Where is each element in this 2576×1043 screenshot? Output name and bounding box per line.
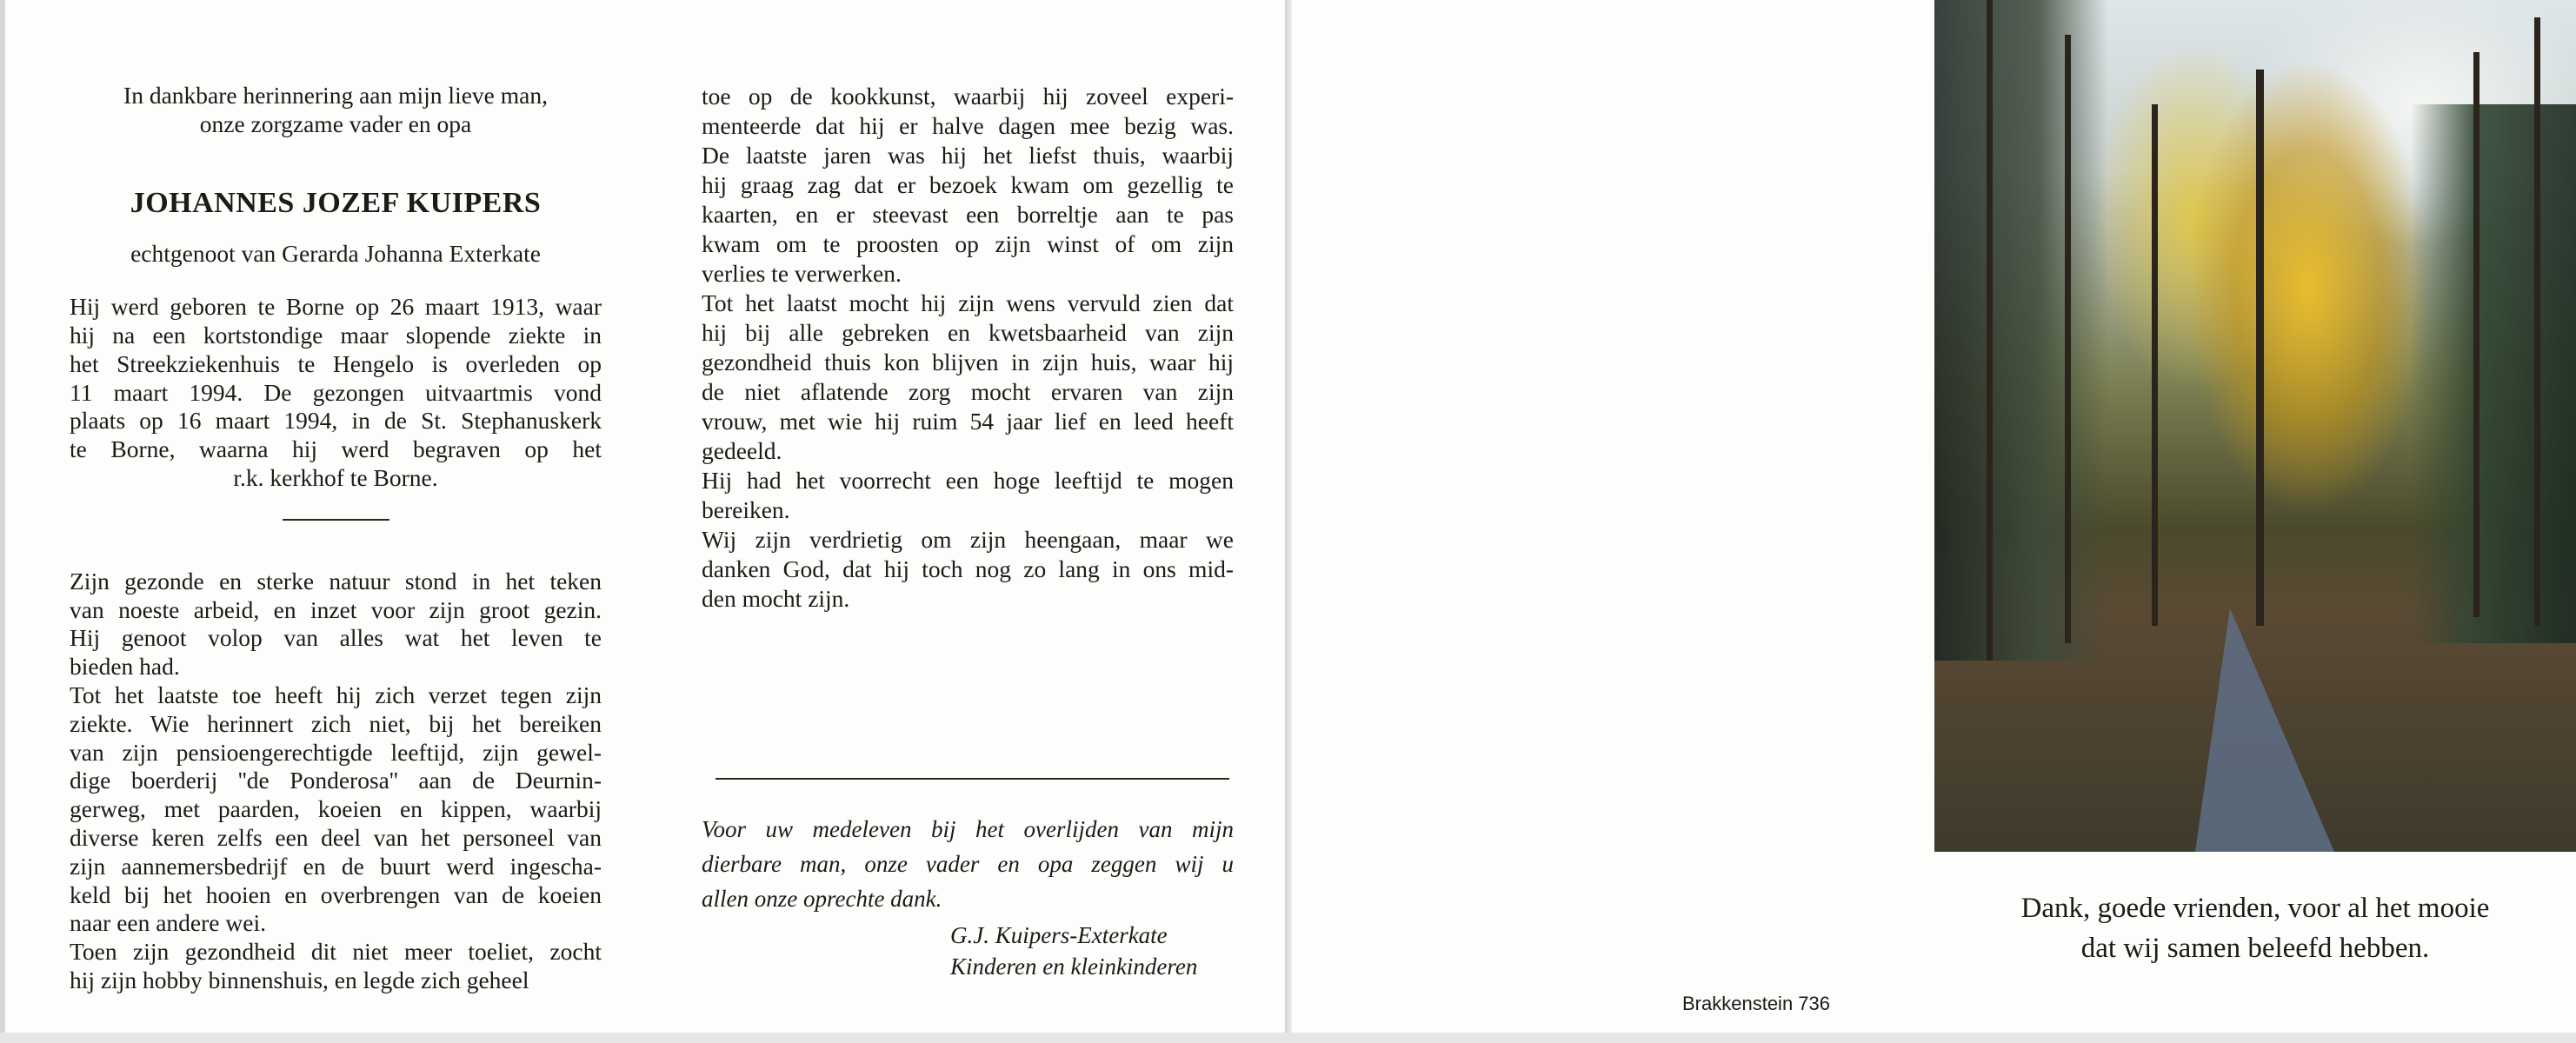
text-line: den mocht zijn.	[702, 585, 850, 612]
tree-trunk	[2065, 35, 2071, 643]
divider-short	[283, 519, 389, 521]
text-line: keld bij het hooien en overbrengen van de koeien	[70, 880, 602, 908]
text-line: Tot het laatste toe heeft hij zich verzet tegen zijn	[70, 681, 602, 708]
text-line: hij graag zag dat er bezoek kwam om gezellig te	[702, 171, 1234, 198]
divider-long	[716, 778, 1229, 780]
text-line: kaarten, en er steevast een borreltje aan te pas	[702, 201, 1234, 228]
text-line: gedeeld.	[702, 437, 782, 464]
text-line: van zijn pensioengerechtigde leeftijd, zijn gewel-	[70, 738, 602, 766]
text-line: hij zijn hobby binnenshuis, en legde zich geheel	[70, 966, 529, 993]
text-line: bereiken.	[702, 496, 790, 523]
text-line: Kinderen en kleinkinderen	[950, 953, 1198, 980]
text-line: Hij werd geboren te Borne op 26 maart 1913, waar	[70, 293, 602, 321]
scan-edge	[0, 1033, 2576, 1043]
text-line: allen onze oprechte dank.	[702, 886, 942, 912]
publisher-code: Brakkenstein 736	[1682, 993, 1830, 1014]
trees-left	[1934, 0, 2108, 661]
text-line: hij na een kortstondige maar slopende ziekte in	[70, 321, 602, 349]
text-line: Voor uw medeleven bij het overlijden van mijn	[702, 816, 1234, 842]
biography-paragraph-2	[70, 568, 602, 995]
tree-trunk	[2256, 70, 2264, 626]
text-line: Zijn gezonde en sterke natuur stond in het teken	[70, 567, 602, 595]
spouse-line: echtgenoot van Gerarda Johanna Exterkate	[130, 240, 541, 268]
text-line: r.k. kerkhof te Borne.	[233, 463, 438, 491]
text-line: Dank, goede vrienden, voor al het mooie	[2020, 893, 2490, 924]
text-line: gerweg, met paarden, koeien en kippen, waarbij	[70, 795, 602, 823]
text-line: bieden had.	[70, 653, 180, 681]
text-line: menteerde dat hij er halve dagen mee bezig was.	[702, 112, 1234, 139]
tree-trunk	[2152, 104, 2158, 626]
forest-path	[2195, 608, 2334, 852]
tree-trunk	[2534, 17, 2540, 626]
card-fold	[1285, 0, 1292, 1033]
text-line: In dankbare herinnering aan mijn lieve man,	[123, 82, 548, 109]
text-line: onze zorgzame vader en opa	[199, 110, 472, 137]
biography-paragraph-1	[70, 293, 602, 493]
intro	[70, 82, 602, 139]
text-line: plaats op 16 maart 1994, in de St. Stephanuskerk	[70, 407, 602, 435]
memorial-card-inside	[0, 0, 1285, 1033]
autumn-forest-photo	[1934, 0, 2576, 852]
text-line: Toen zijn gezondheid dit niet meer toeliet, zocht	[70, 938, 602, 966]
thanks-message	[702, 812, 1234, 916]
text-line: zijn aannemersbedrijf en de buurt werd ingescha-	[70, 852, 602, 880]
text-line: Hij genoot volop van alles wat het leven te	[70, 624, 602, 652]
caption	[1934, 888, 2576, 968]
text-line: dat wij samen beleefd hebben.	[2080, 933, 2430, 964]
right-column	[702, 82, 1234, 614]
text-line: van noeste arbeid, en inzet voor zijn groot gezin.	[70, 595, 602, 623]
text-line: ziekte. Wie herinnert zich niet, bij het bereiken	[70, 709, 602, 737]
text-line: vrouw, met wie hij ruim 54 jaar lief en leed heeft	[702, 408, 1234, 435]
text-line: Hij had het voorrecht een hoge leeftijd te mogen	[702, 467, 1234, 494]
text-line: te Borne, waarna hij werd begraven op het	[70, 435, 602, 463]
text-line: 11 maart 1994. De gezongen uitvaartmis vond	[70, 378, 602, 406]
text-line: diverse keren zelfs een deel van het personeel van	[70, 823, 602, 851]
biography-paragraph-3	[702, 82, 1234, 614]
signature	[950, 920, 1197, 982]
text-line: kwam om te proosten op zijn winst of om zijn	[702, 230, 1234, 257]
text-line: Wij zijn verdrietig om zijn heengaan, maar we	[702, 526, 1234, 553]
text-line: De laatste jaren was hij het liefst thuis, waarbij	[702, 142, 1234, 169]
text-line: G.J. Kuipers-Exterkate	[950, 922, 1168, 948]
left-column	[70, 82, 602, 995]
tree-trunk	[1987, 0, 1993, 661]
text-line: danken God, dat hij toch nog zo lang in ons mid-	[702, 555, 1234, 582]
deceased-name: JOHANNES JOZEF KUIPERS	[130, 186, 542, 219]
tree-trunk	[2473, 52, 2479, 617]
text-line: gezondheid thuis kon blijven in zijn huis, waar hij	[702, 349, 1234, 375]
text-line: hij bij alle gebreken en kwetsbaarheid van zijn	[702, 319, 1234, 346]
text-line: Tot het laatst mocht hij zijn wens vervuld zien dat	[702, 289, 1234, 316]
text-line: verlies te verwerken.	[702, 260, 902, 287]
text-line: het Streekziekenhuis te Hengelo is overleden op	[70, 349, 602, 377]
text-line: dierbare man, onze vader en opa zeggen wij u	[702, 851, 1234, 877]
text-line: de niet aflatende zorg mocht ervaren van zijn	[702, 378, 1234, 405]
text-line: dige boerderij ''de Ponderosa'' aan de Deurnin-	[70, 767, 602, 794]
text-line: naar een andere wei.	[70, 909, 266, 937]
text-line: toe op de kookkunst, waarbij hij zoveel experi-	[702, 83, 1234, 110]
trees-right	[2411, 104, 2576, 643]
